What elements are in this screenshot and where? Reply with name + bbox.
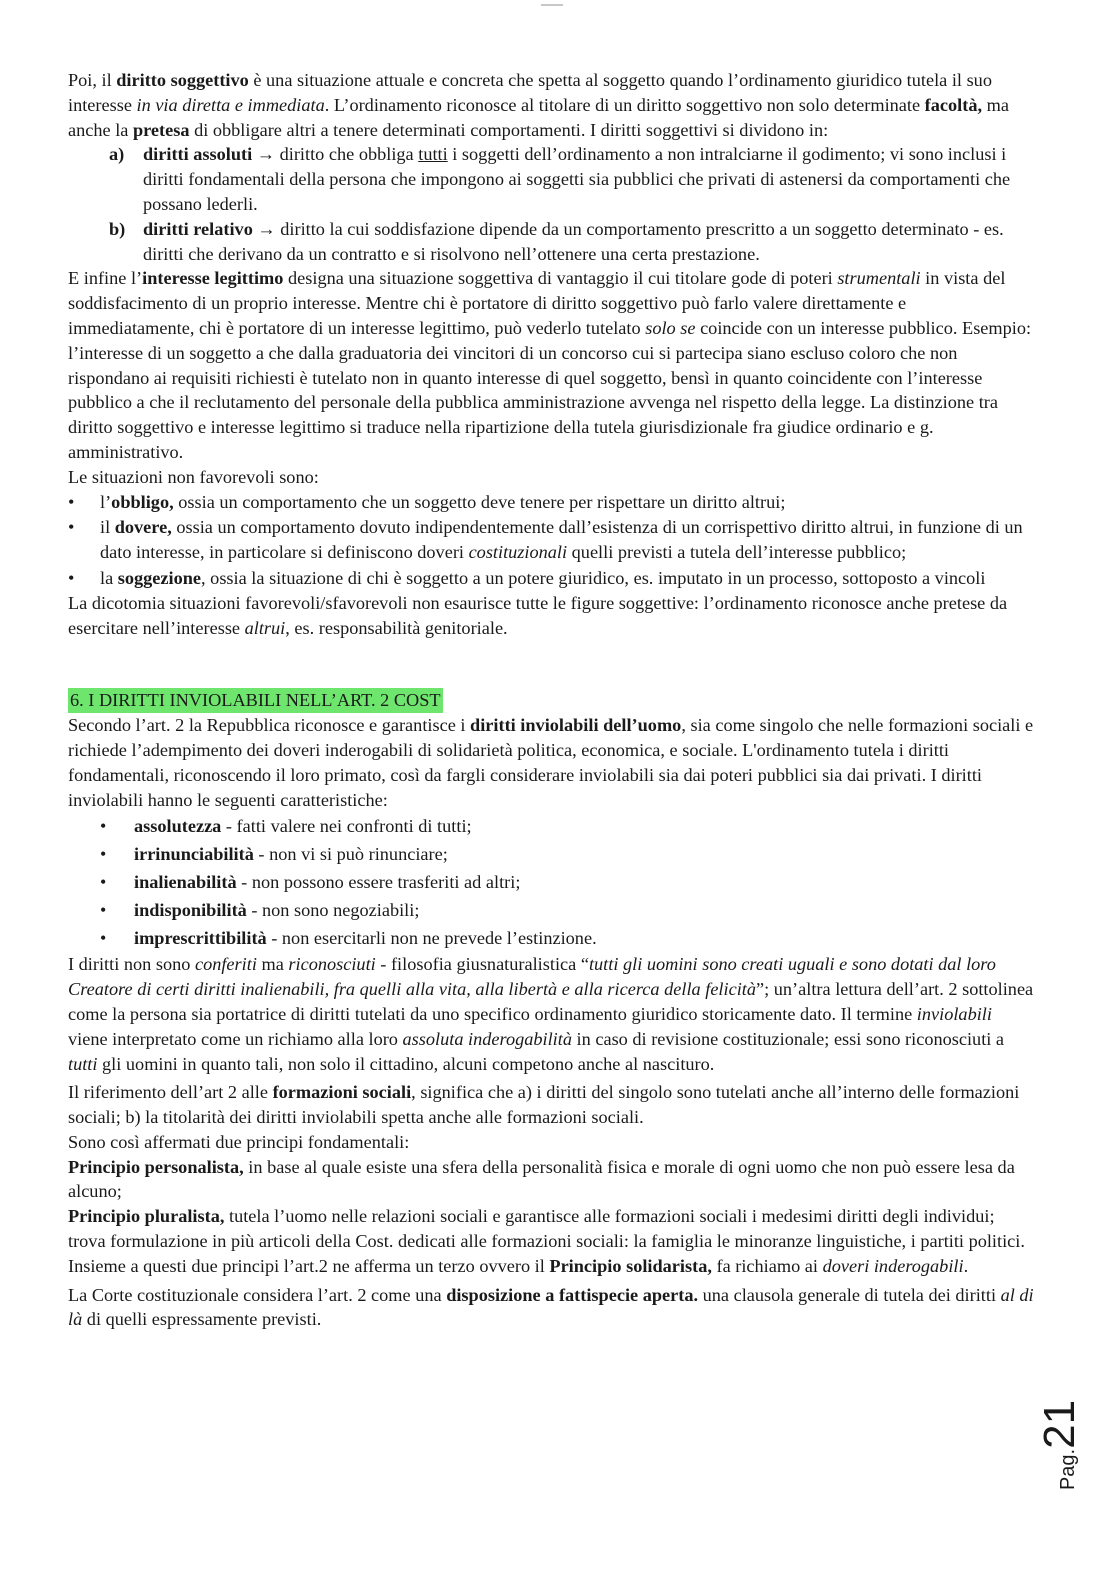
formazioni-paragraph: Il riferimento dell’art 2 alle formazioni sociali, significa che a) i diritti del singolo sono tutelati anche all’interno delle formazioni sociali; b) la titolarità dei diritti inviolabili spetta anche alle formazioni sociali. [68,1082,1020,1128]
document-page [68,68,1034,1332]
solidarista-paragraph: Insieme a questi due principi l’art.2 ne afferma un terzo ovvero il Principio solidarista, fa richiamo ai doveri inderogabili. [68,1255,969,1276]
list-item: • l’obbligo, ossia un comportamento che un soggetto deve tenere per rispettare un diritto altrui; [68,491,786,512]
list-item: • inalienabilità - non possono essere trasferiti ad altri; [100,872,521,893]
pluralista-paragraph: Principio pluralista, tutela l’uomo nelle relazioni sociali e garantisce alle formazioni sociali i medesimi diritti degli individui; trova formulazione in più articoli della Cost. dedicati alle formazioni sociali: la famiglia le minoranze linguistiche, i partiti politici. [68,1206,1025,1252]
list-item: • imprescrittibilità - non esercitarli non ne prevede l’estinzione. [100,928,597,949]
personalista-paragraph: Principio personalista, in base al quale esiste una sfera della personalità fisica e morale di ogni uomo che non può essere lesa da alcuno; [68,1156,1015,1202]
list-item: • il dovere, ossia un comportamento dovuto indipendentemente dall’esistenza di un corrispettivo diritto altrui, in funzione di un dato interesse, in particolare si definiscono doveri costituzionali quelli previsti a tutela dell’interesse pubblico; [68,517,1023,563]
list-item: • la soggezione, ossia la situazione di chi è soggetto a un potere giuridico, es. imputato in un processo, sottoposto a vincoli [68,567,986,588]
art2-paragraph: Secondo l’art. 2 la Repubblica riconosce e garantisce i diritti inviolabili dell’uomo, sia come singolo che nelle formazioni sociali e richiede l’adempimento dei doveri inderogabili di solidarietà politica, economica, e sociale. L'ordinamento tutela i diritti fondamentali, riconoscendo il loro primato, così da fargli considerare inviolabili sia dai poteri pubblici sia dai privati. I diritti inviolabili hanno le seguenti caratteristiche: [68,715,1034,810]
characteristics-list [68,812,1034,952]
list-item: • assolutezza - fatti valere nei confronti di tutti; [100,816,472,837]
page-label: Pag. [1057,1448,1079,1491]
list-item: • irrinunciabilità - non vi si può rinunciare; [100,844,448,865]
list-item-b: b) diritti relativo → diritto la cui soddisfazione dipende da un comportamento prescritto a un soggetto determinato - es. diritti che derivano da un contratto e si risolvono nell’ottenere una certa prestazione. [109,218,1004,264]
rights-type-list [68,142,1034,266]
page-number [1030,1390,1090,1500]
non-fav-list [68,490,1034,591]
interesse-paragraph: E infine l’interesse legittimo designa una situazione soggettiva di vantaggio il cui titolare gode di poteri strumentali in vista del soddisfacimento di un proprio interesse. Mentre chi è portatore di diritto soggettivo può farlo valere direttamente e immediatamente, chi è portatore di un interesse legittimo, può vederlo tutelato solo se coincide con un interesse pubblico. Esempio: l’interesse di un soggetto a che dalla graduatoria dei vincitori di un concorso cui si partecipa siano escluso coloro che non rispondano ai requisiti richiesti è tutelato non in quanto interesse di quel soggetto, bensì in quanto coincidente con l’interesse pubblico a che il reclutamento del personale della pubblica amministrazione avvenga nel rispetto della legge. La distinzione tra diritto soggettivo e interesse legittimo si traduce nella ripartizione della tutela giurisdizionale fra giudice ordinario e g. amministrativo. [68,268,1032,462]
intro-paragraph: Poi, il diritto soggettivo è una situazione attuale e concreta che spetta al soggetto quando l’ordinamento giuridico tutela il suo interesse in via diretta e immediata. L’ordinamento riconosce al titolare di un diritto soggettivo non solo determinate facoltà, ma anche la pretesa di obbligare altri a tenere determinati comportamenti. I diritti soggettivi si dividono in: [68,70,1009,140]
page-number-value: 21 [1035,1399,1084,1449]
corte-paragraph: La Corte costituzionale considera l’art. 2 come una disposizione a fattispecie aperta. una clausola generale di tutela dei diritti al di là di quelli espressamente previsti. [68,1284,1034,1330]
non-fav-intro: Le situazioni non favorevoli sono: [68,466,319,487]
top-mark [541,4,563,6]
section-heading: 6. I DIRITTI INVIOLABILI NELL’ART. 2 COST [68,688,443,713]
conferiti-paragraph: I diritti non sono conferiti ma riconosciuti - filosofia giusnaturalistica “tutti gli uomini sono creati uguali e sono dotati dal loro Creatore di certi diritti inalienabili, fra quelli alla vita, alla libertà e alla ricerca della felicità”; un’altra lettura dell’art. 2 sottolinea come la persona sia portatrice di diritti tutelati da uno specifico ordinamento giuridico storicamente dato. Il termine inviolabili viene interpretato come un richiamo alla loro assoluta inderogabilità in caso di revisione costituzionale; essi sono riconosciuti a tutti gli uomini in quanto tali, non solo il cittadino, alcuni competono anche al nascituro. [68,954,1034,1074]
dicotomia-paragraph: La dicotomia situazioni favorevoli/sfavorevoli non esaurisce tutte le figure soggettive: l’ordinamento riconosce anche pretese da esercitare nell’interesse altrui, es. responsabilità genitoriale. [68,592,1008,638]
list-item-a: a) diritti assoluti → diritto che obbliga tutti i soggetti dell’ordinamento a non intralciarne il godimento; vi sono inclusi i diritti fondamentali della persona che impongono ai soggetti sia pubblici che privati di astenersi da comportamenti che possano lederli. [109,144,1011,214]
principi-intro: Sono così affermati due principi fondamentali: [68,1131,410,1152]
list-item: • indisponibilità - non sono negoziabili; [100,900,420,921]
